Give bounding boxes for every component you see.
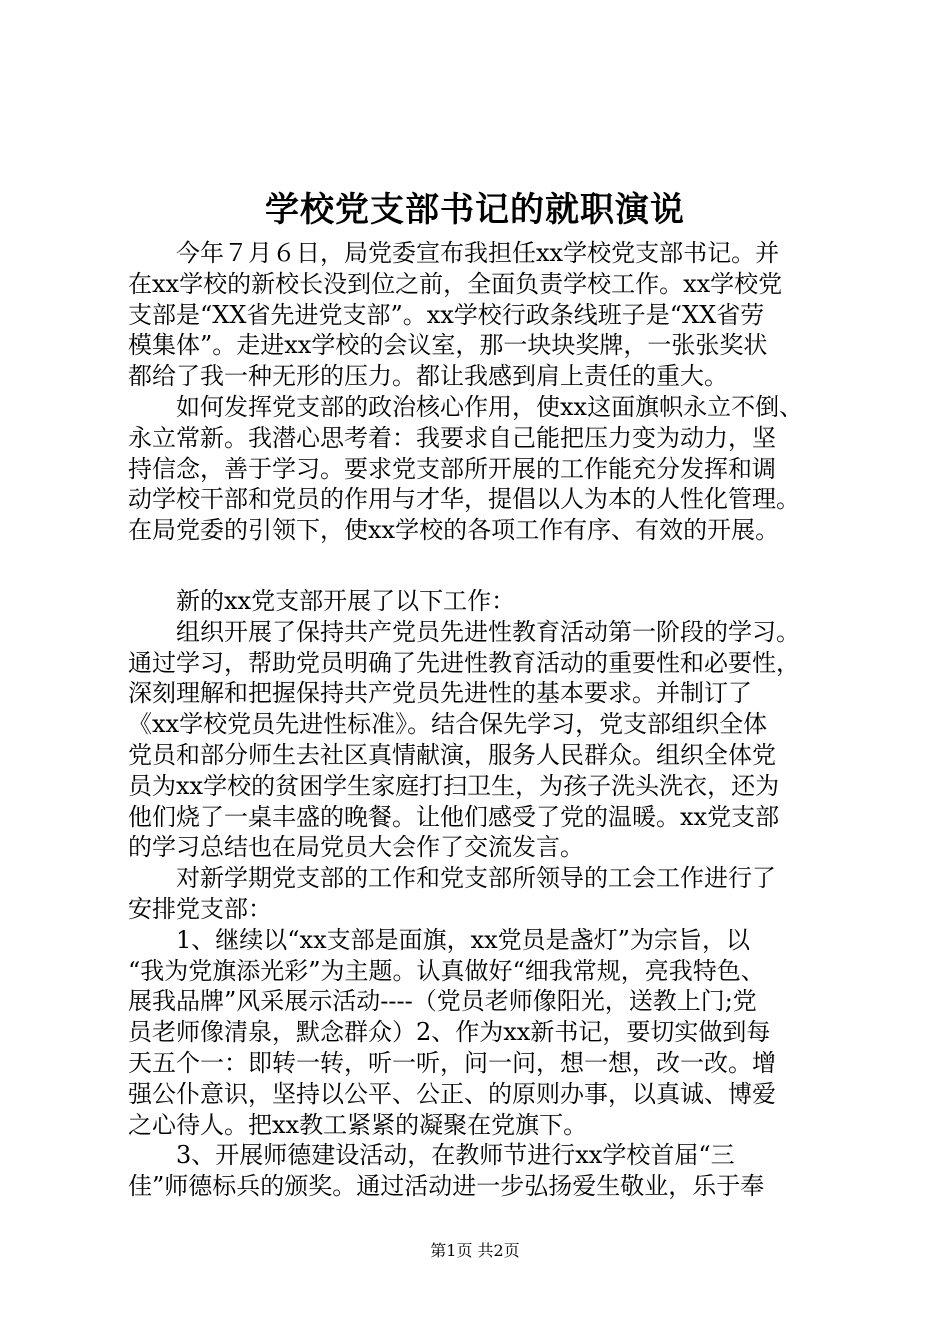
text-line: 对新学期党支部的工作和党支部所领导的工会工作进行了 — [128, 864, 776, 893]
text-line: 组织开展了保持共产党员先进性教育活动第一阶段的学习。 — [128, 617, 800, 646]
text-line: 之心待人。把xx教工紧紧的凝聚在党旗下。 — [128, 1110, 588, 1139]
text-line: 的学习总结也在局党员大会作了交流发言。 — [128, 833, 584, 862]
text-line: 3、开展师德建设活动，在教师节进行xx学校首届“三 — [128, 1141, 735, 1170]
text-line: 新的xx党支部开展了以下工作： — [128, 586, 516, 615]
text-line: 在xx学校的新校长没到位之前，全面负责学校工作。xx学校党 — [128, 269, 783, 298]
text-line: 都给了我一种无形的压力。都让我感到肩上责任的重大。 — [128, 362, 728, 391]
text-line: 员为xx学校的贫困学生家庭打扫卫生，为孩子洗头洗衣，还为 — [128, 771, 780, 800]
text-line: 1、继续以“xx支部是面旗，xx党员是盏灯”为宗旨，以 — [128, 925, 750, 954]
text-line: 模集体”。走进xx学校的会议室，那一块块奖牌，一张张奖状 — [128, 331, 768, 360]
text-line: 动学校干部和党员的作用与才华，提倡以人为本的人性化管理。 — [128, 485, 800, 514]
text-line: 安排党支部： — [128, 894, 272, 923]
text-line: 天五个一：即转一转，听一听，问一问，想一想，改一改。增 — [128, 1048, 776, 1077]
document-title: 学校党支部书记的就职演说 — [265, 190, 685, 230]
text-line: 《xx学校党员先进性标准》。结合保先学习，党支部组织全体 — [128, 710, 768, 739]
paragraph-block-2 — [128, 586, 828, 1202]
text-line: 他们烧了一桌丰盛的晚餐。让他们感受了党的温暖。xx党支部 — [128, 802, 780, 831]
text-line: 佳”师德标兵的颁奖。通过活动进一步弘扬爱生敬业，乐于奉 — [128, 1172, 765, 1201]
paragraph-block-1 — [128, 238, 828, 546]
document-body — [128, 238, 828, 1202]
text-line: 强公仆意识，坚持以公平、公正、的原则办事，以真诚、博爱 — [128, 1079, 776, 1108]
text-line: 党员和部分师生去社区真情献演，服务人民群众。组织全体党 — [128, 740, 776, 769]
text-line: “我为党旗添光彩”为主题。认真做好“细我常规，亮我特色、 — [128, 956, 765, 985]
text-line: 在局党委的引领下，使xx学校的各项工作有序、有效的开展。 — [128, 516, 780, 545]
text-line: 展我品牌”风采展示活动----（党员老师像阳光，送教上门;党 — [128, 987, 757, 1016]
text-line: 员老师像清泉，默念群众）2、作为xx新书记，要切实做到每 — [128, 1018, 771, 1047]
text-line: 持信念，善于学习。要求党支部所开展的工作能充分发挥和调 — [128, 454, 776, 483]
page-footer: 第1页 共2页 — [430, 1241, 520, 1260]
text-line: 支部是“XX省先进党支部”。xx学校行政条线班子是“XX省劳 — [128, 300, 765, 329]
text-line: 深刻理解和把握保持共产党员先进性的基本要求。并制订了 — [128, 679, 752, 708]
text-line: 如何发挥党支部的政治核心作用，使xx这面旗帜永立不倒、 — [128, 392, 804, 421]
text-line: 通过学习，帮助党员明确了先进性教育活动的重要性和必要性， — [128, 648, 800, 677]
text-line: 今年７月６日，局党委宣布我担任xx学校党支部书记。并 — [128, 239, 780, 267]
paragraph-gap — [128, 546, 828, 586]
text-line: 永立常新。我潜心思考着：我要求自己能把压力变为动力，坚 — [128, 423, 776, 452]
